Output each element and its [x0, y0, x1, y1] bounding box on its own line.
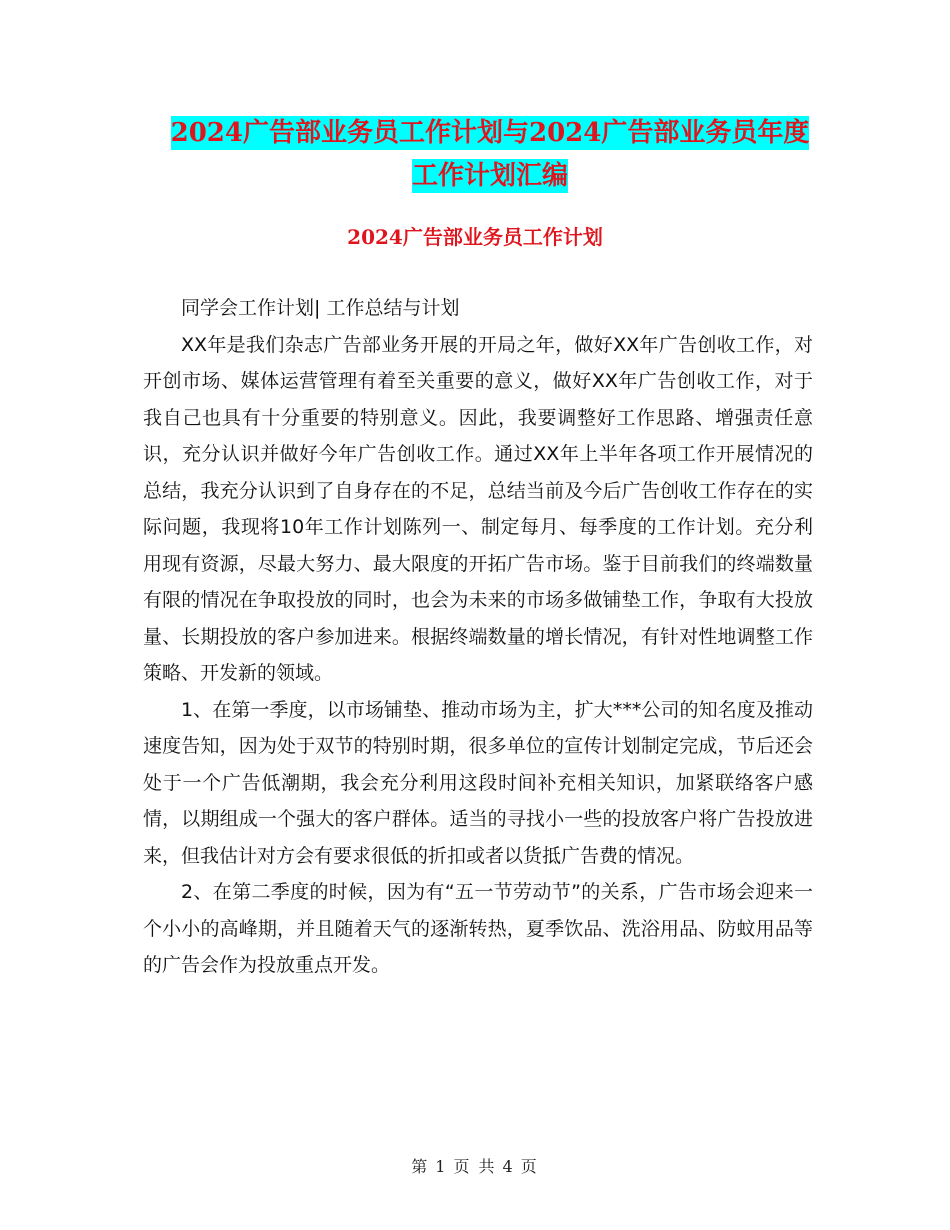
footer-suffix: 页 — [520, 1157, 539, 1176]
document-title-line-2 — [120, 154, 860, 198]
footer-middle: 页 共 — [453, 1157, 497, 1176]
paragraph: 2、在第二季度的时候，因为有“五一节劳动节”的关系，广告市场会迎来一个小小的高峰期，并且随着天气的逐渐转热，夏季饮品、洗浴用品、防蚊用品等的广告会作为投放重点开发。 — [143, 881, 813, 976]
paragraph: XX年是我们杂志广告部业务开展的开局之年，做好XX年广告创收工作，对开创市场、媒体运营管理有着至关重要的意义，做好XX年广告创收工作，对于我自己也具有十分重要的特别意义。因此，我要调整好工作思路、增强责任意识，充分认识并做好今年广告创收工作。通过XX年上半年各项工作开展情况的总结，我充分认识到了自身存在的不足，总结当前及今后广告创收工作存在的实际问题，我现将10年工作计划陈列一、制定每月、每季度的工作计划。充分利用现有资源，尽最大努力、最大限度的开拓广告市场。鉴于目前我们的终端数量有限的情况在争取投放的同时，也会为未来的市场多做铺垫工作，争取有大投放量、长期投放的客户参加进来。根据终端数量的增长情况，有针对性地调整工作策略、开发新的领域。 — [143, 333, 813, 684]
footer-prefix: 第 — [411, 1157, 430, 1176]
title-highlight: 工作计划汇编 — [411, 161, 568, 191]
title-highlight: 2024广告部业务员工作计划与2024广告部业务员年度 — [170, 118, 810, 148]
body-text — [143, 290, 813, 984]
section-heading: 2024广告部业务员工作计划 — [347, 225, 603, 249]
paragraph: 同学会工作计划| 工作总结与计划 — [181, 297, 460, 319]
document-title-line-1 — [120, 111, 860, 155]
page-footer — [0, 1154, 950, 1177]
footer-total-pages: 4 — [502, 1157, 515, 1176]
footer-page-number: 1 — [435, 1157, 448, 1176]
paragraph: 1、在第一季度，以市场铺垫、推动市场为主，扩大***公司的知名度及推动速度告知，因为处于双节的特别时期，很多单位的宣传计划制定完成，节后还会处于一个广告低潮期，我会充分利用这段时间补充相关知识，加紧联络客户感情，以期组成一个强大的客户群体。适当的寻找小一些的投放客户将广告投放进来，但我估计对方会有要求很低的折扣或者以货抵广告费的情况。 — [143, 698, 813, 867]
